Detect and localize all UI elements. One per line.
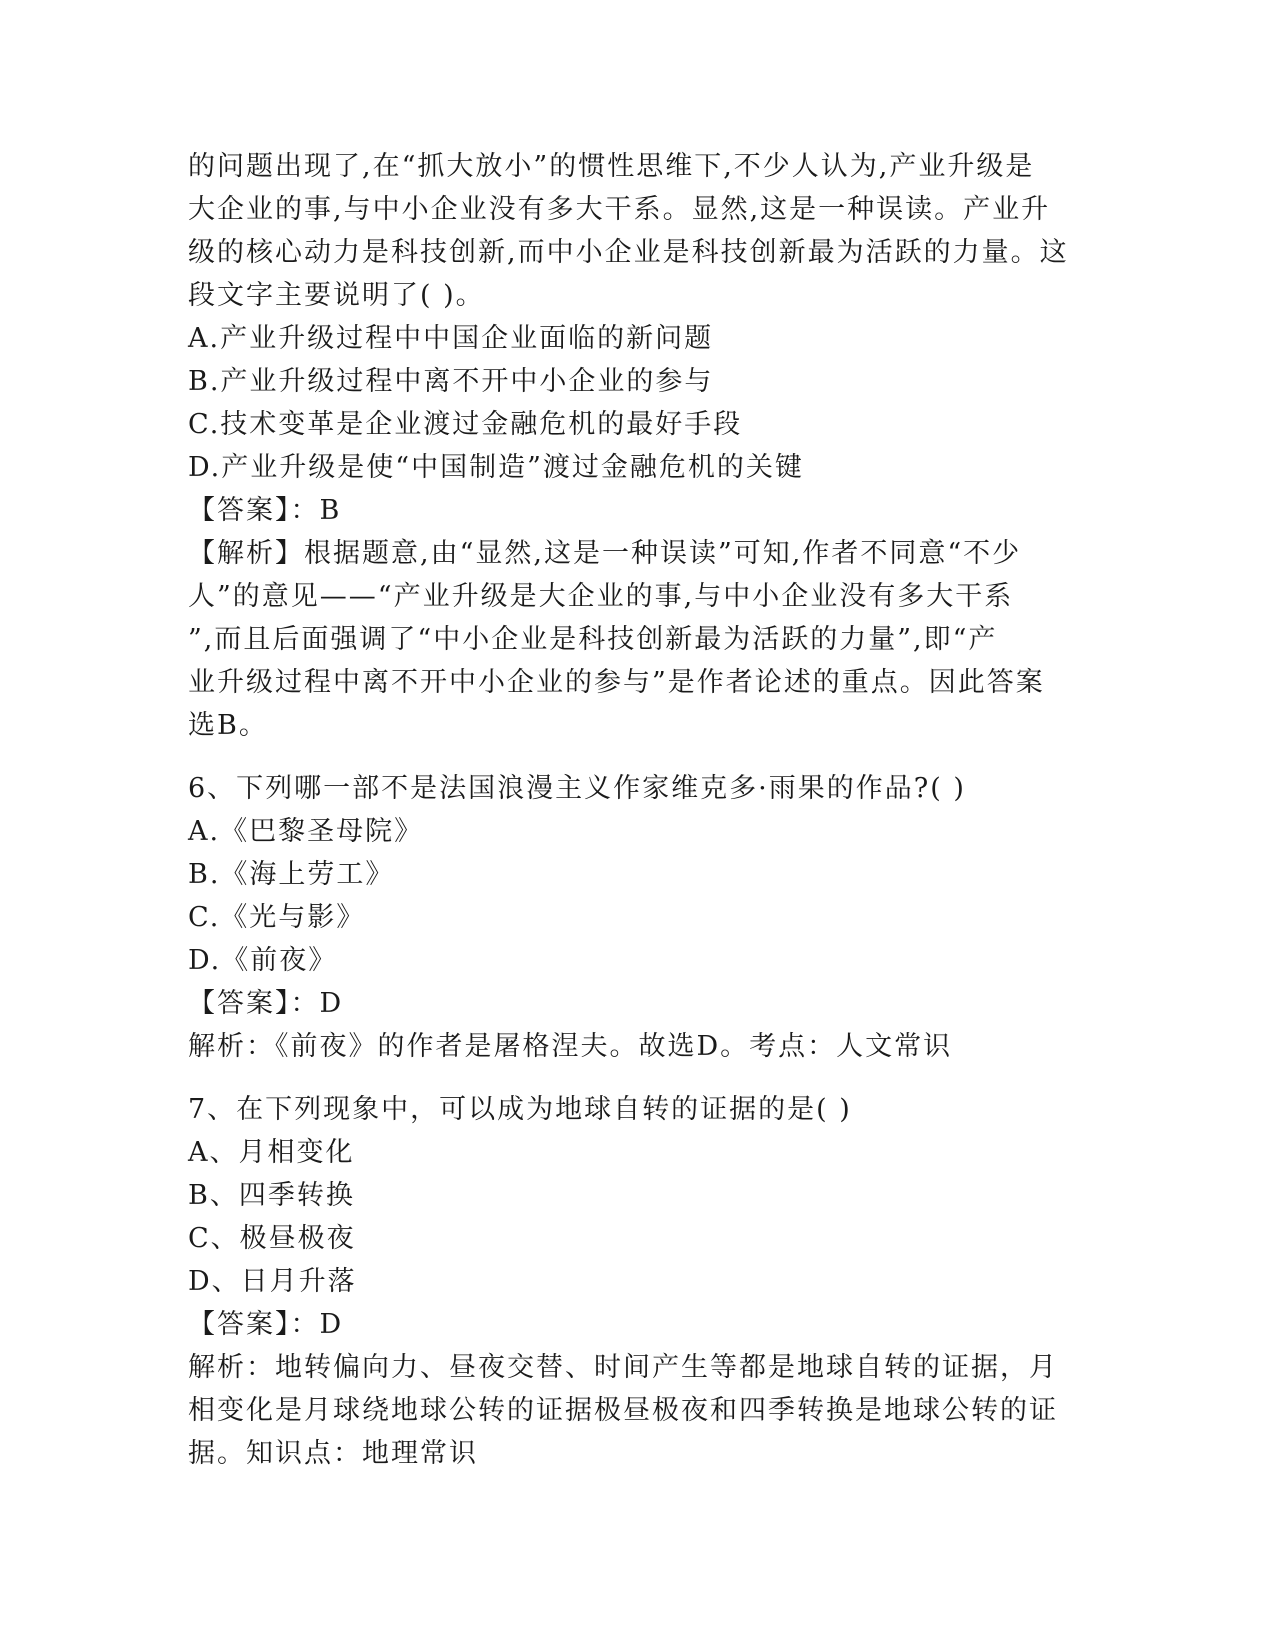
explanation-line: 【解析】根据题意,由“显然,这是一种误读”可知,作者不同意“不少 <box>188 538 1022 569</box>
option-b: B.《海上劳工》 <box>188 859 395 890</box>
option-c: C.《光与影》 <box>188 902 366 933</box>
question-stem-line: 7、在下列现象中，可以成为地球自转的证据的是( ) <box>188 1094 852 1125</box>
explanation-line: 业升级过程中离不开中小企业的参与”是作者论述的重点。因此答案 <box>188 667 1045 698</box>
option-c: C、极昼极夜 <box>188 1223 356 1254</box>
option-b: B.产业升级过程中离不开中小企业的参与 <box>188 366 714 397</box>
explanation-line: 选B。 <box>188 710 268 741</box>
question-stem-line: 6、下列哪一部不是法国浪漫主义作家维克多·雨果的作品?( ) <box>188 773 966 804</box>
section-gap <box>188 1068 1078 1088</box>
question-7 <box>188 1088 1078 1475</box>
explanation-line: 据。知识点：地理常识 <box>188 1438 478 1469</box>
explanation-line: 人”的意见——“产业升级是大企业的事,与中小企业没有多大干系 <box>188 581 1014 612</box>
option-d: D.《前夜》 <box>188 945 338 976</box>
document-page <box>188 145 1078 1475</box>
explanation-line: 相变化是月球绕地球公转的证据极昼极夜和四季转换是地球公转的证 <box>188 1395 1058 1426</box>
option-c: C.技术变革是企业渡过金融危机的最好手段 <box>188 409 743 440</box>
answer-line: 【答案】：B <box>188 495 342 526</box>
question-stem-line: 的问题出现了,在“抓大放小”的惯性思维下,不少人认为,产业升级是 <box>188 151 1035 182</box>
option-d: D、日月升落 <box>188 1266 357 1297</box>
explanation-line: ”,而且后面强调了“中小企业是科技创新最为活跃的力量”,即“产 <box>188 624 998 655</box>
explanation-line: 解析：《前夜》的作者是屠格涅夫。故选D。考点：人文常识 <box>188 1031 953 1062</box>
answer-line: 【答案】：D <box>188 988 344 1019</box>
question-stem-line: 段文字主要说明了( )。 <box>188 280 485 311</box>
question-stem-line: 大企业的事,与中小企业没有多大干系。显然,这是一种误读。产业升 <box>188 194 1051 225</box>
question-stem-line: 级的核心动力是科技创新,而中小企业是科技创新最为活跃的力量。这 <box>188 237 1069 268</box>
section-gap <box>188 747 1078 767</box>
option-a: A.《巴黎圣母院》 <box>188 816 424 847</box>
option-b: B、四季转换 <box>188 1180 355 1211</box>
answer-line: 【答案】：D <box>188 1309 344 1340</box>
question-5 <box>188 145 1078 747</box>
explanation-line: 解析：地转偏向力、昼夜交替、时间产生等都是地球自转的证据，月 <box>188 1352 1058 1383</box>
option-a: A.产业升级过程中中国企业面临的新问题 <box>188 323 714 354</box>
option-a: A、月相变化 <box>188 1137 355 1168</box>
question-6 <box>188 767 1078 1068</box>
option-d: D.产业升级是使“中国制造”渡过金融危机的关键 <box>188 452 804 483</box>
